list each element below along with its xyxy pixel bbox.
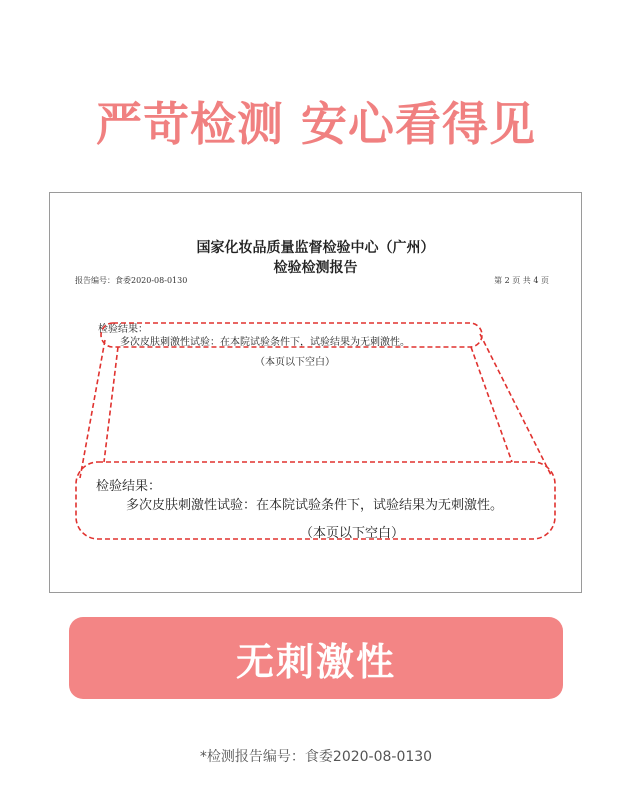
report-title: 检验检测报告 <box>273 260 358 276</box>
callout-line-right-outer <box>480 334 551 475</box>
callout-line-left-outer <box>80 340 105 478</box>
page-headline: 严苛检测 安心看得见 <box>95 97 536 151</box>
callout-line-left-inner <box>104 347 118 462</box>
zoom-result-label: 检验结果： <box>96 479 162 494</box>
report-result-label: 检验结果： <box>98 324 148 335</box>
zoom-highlight-outline <box>76 462 555 539</box>
callout-line-right-inner <box>471 347 512 462</box>
report-number: 报告编号：食委2020-08-0130 <box>75 276 188 285</box>
report-blank-note: （本页以下空白） <box>255 357 335 368</box>
zoom-result-text: 多次皮肤刺激性试验：在本院试验条件下，试验结果为无刺激性。 <box>126 498 504 513</box>
zoom-blank-note: （本页以下空白） <box>300 526 405 541</box>
report-page-info: 第 2 页 共 4 页 <box>494 276 549 285</box>
source-highlight-outline <box>101 323 482 347</box>
report-result-text: 多次皮肤刺激性试验：在本院试验条件下，试验结果为无刺激性。 <box>120 337 410 348</box>
report-issuer: 国家化妆品质量监督检验中心（广州） <box>196 240 435 256</box>
no-irritation-badge: 无刺激性 <box>69 617 563 699</box>
report-number-footnote: *检测报告编号：食委2020-08-0130 <box>199 749 433 765</box>
